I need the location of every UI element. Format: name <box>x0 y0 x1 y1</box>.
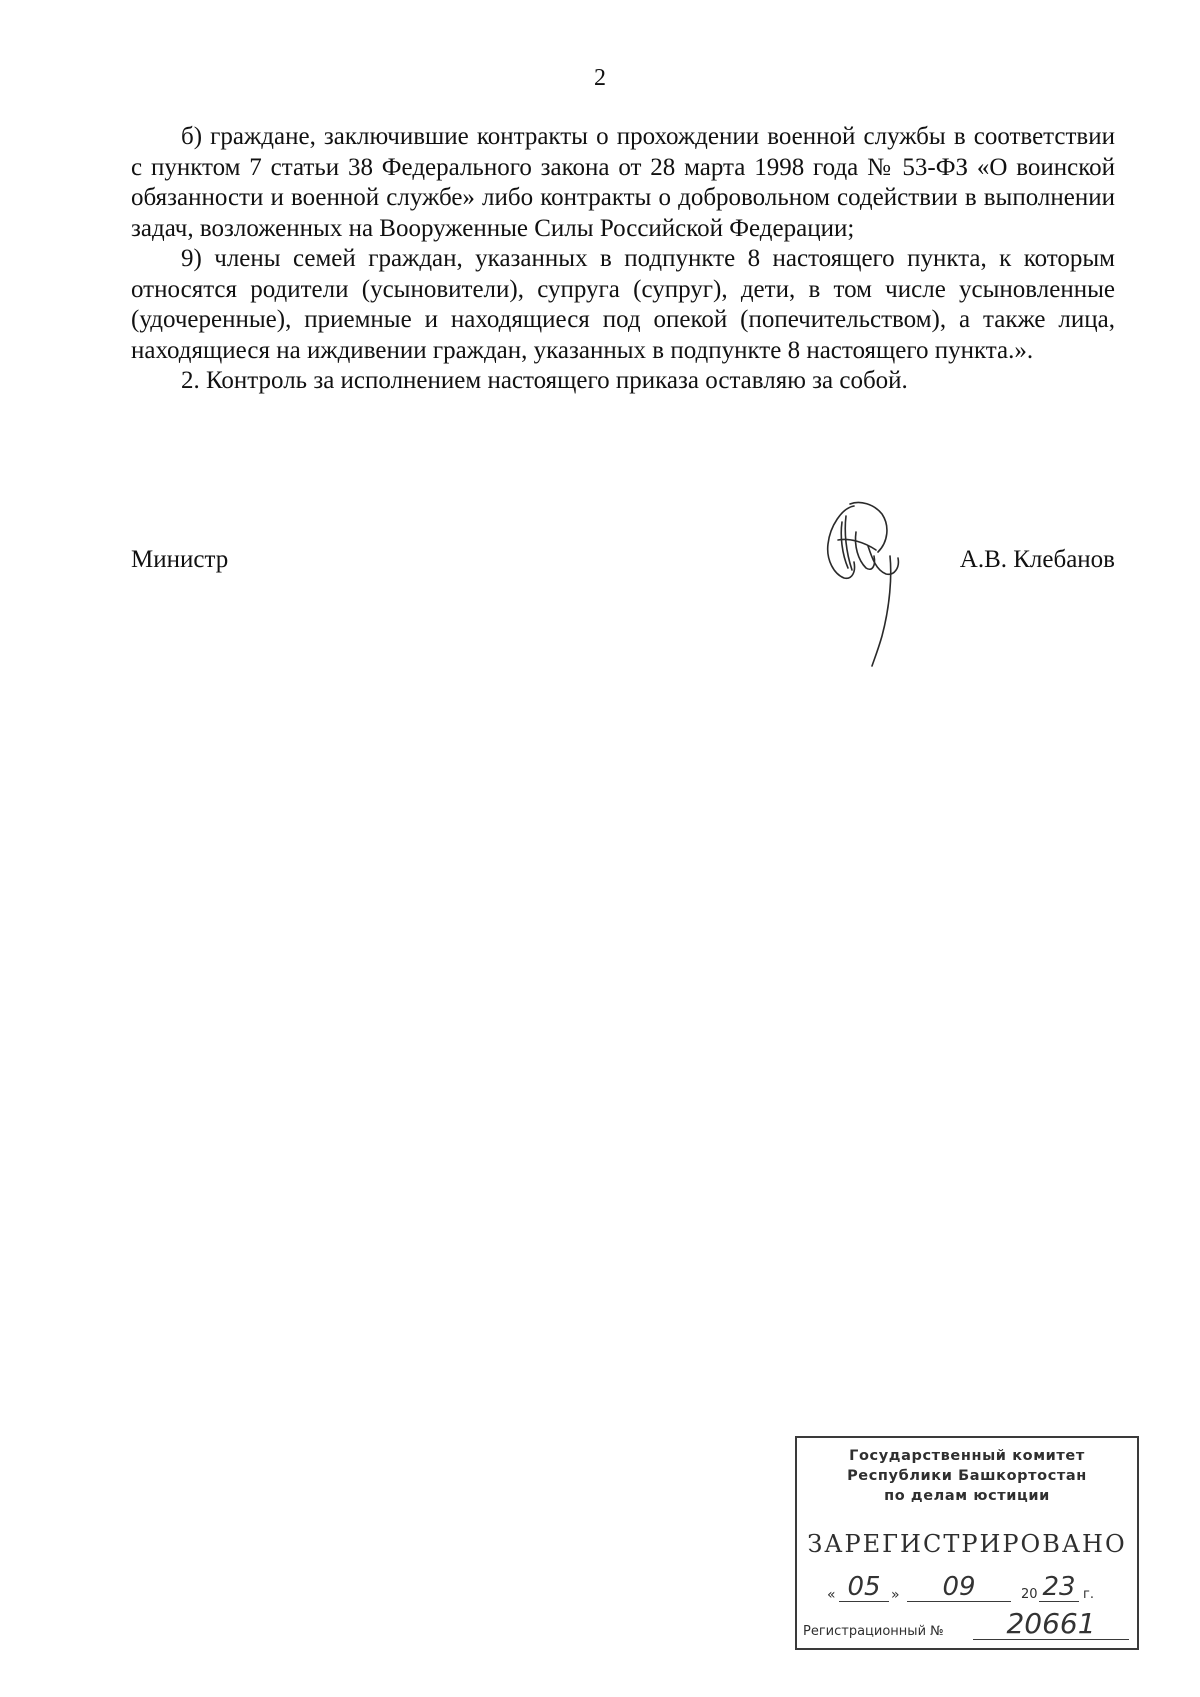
stamp-date <box>827 1573 1131 1607</box>
stamp-registered-label: ЗАРЕГИСТРИРОВАНО <box>807 1530 1127 1558</box>
stamp-header <box>797 1446 1137 1506</box>
stamp-header-line: по делам юстиции <box>884 1488 1050 1504</box>
signer-title: Министр <box>131 546 229 573</box>
date-day: 05 <box>839 1573 889 1602</box>
date-year-suffix: 23 <box>1039 1573 1079 1602</box>
handwritten-signature <box>820 496 906 668</box>
page-number: 2 <box>594 65 606 91</box>
stamp-header-line: Республики Башкортостан <box>847 1468 1087 1484</box>
stamp-registration <box>803 1607 1137 1646</box>
date-year-prefix: 20 <box>1021 1587 1038 1602</box>
paragraph-b: б) граждане, заключившие контракты о прохождении военной службы в соответствии с пунктом 7 статьи 38 Федерального закона от 28 марта 1998 года № 53-ФЗ «О воинской обязанности и военной службе» либо контракты о добровольном содействии в выполнении задач, возложенных на Вооруженные Силы Российской Федерации; <box>131 123 1115 242</box>
document-body <box>131 122 1115 397</box>
registration-number: 20661 <box>973 1609 1129 1640</box>
date-year-unit: г. <box>1083 1587 1094 1602</box>
date-month: 09 <box>907 1573 1011 1602</box>
date-close-quote: » <box>891 1587 900 1603</box>
signature-block <box>131 545 1115 577</box>
date-open-quote: « <box>827 1587 836 1603</box>
paragraph-2: 2. Контроль за исполнением настоящего приказа оставляю за собой. <box>181 367 908 394</box>
signer-name: А.В. Клебанов <box>959 546 1115 573</box>
stamp-header-line: Государственный комитет <box>849 1448 1085 1464</box>
registration-number-label: Регистрационный № <box>803 1624 944 1639</box>
registration-stamp <box>795 1436 1139 1650</box>
paragraph-9: 9) члены семей граждан, указанных в подпункте 8 настоящего пункта, к которым относятся родители (усыновители), супруга (супруг), дети, в том числе усыновленные (удочеренные), приемные и находящиеся под опекой (попечительством), а также лица, находящиеся на иждивении граждан, указанных в подпункте 8 настоящего пункта.». <box>131 245 1115 364</box>
